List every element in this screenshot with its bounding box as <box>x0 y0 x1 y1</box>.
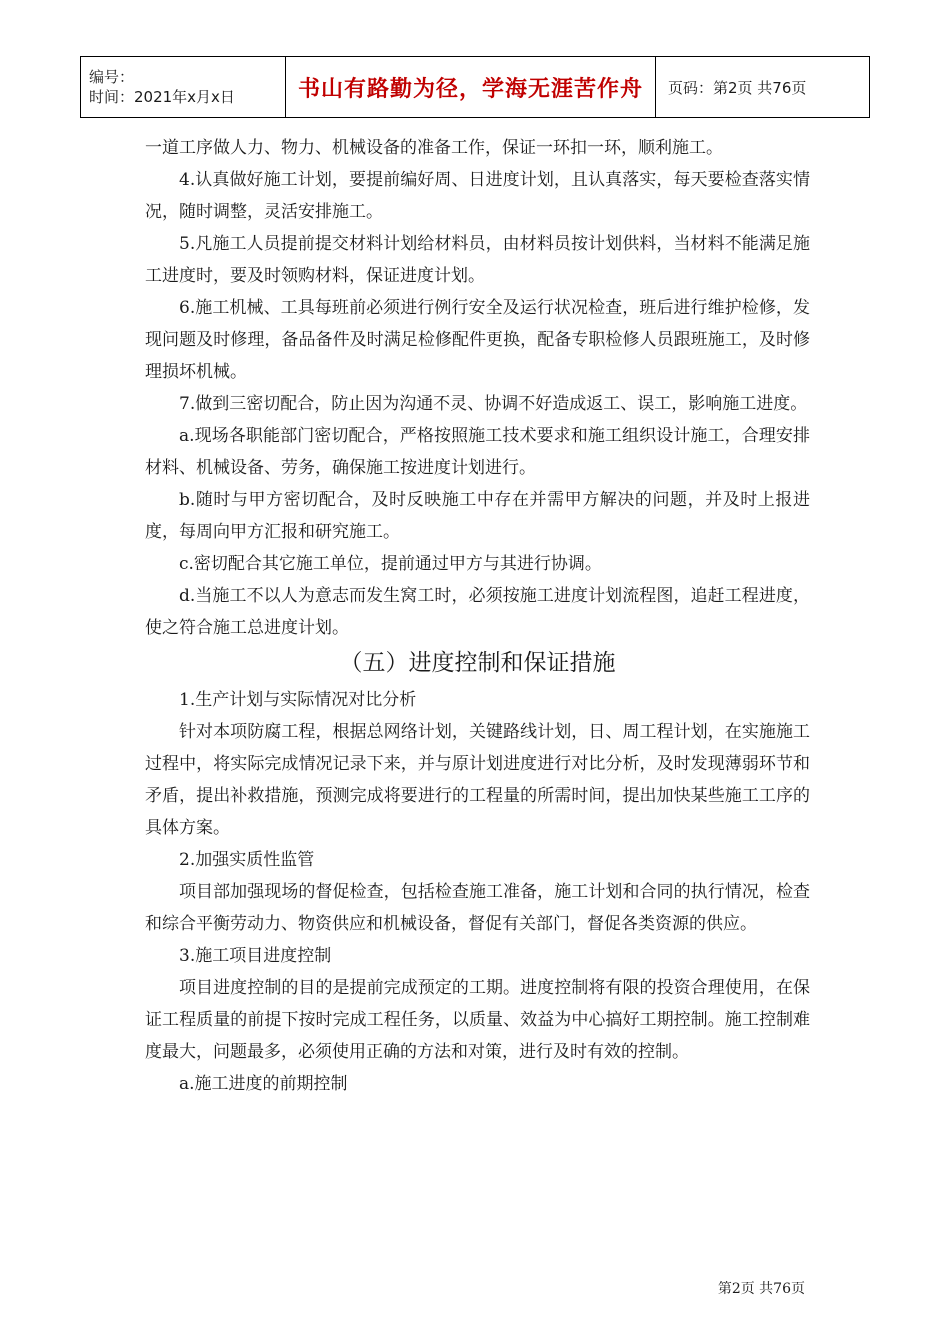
section-title: （五）进度控制和保证措施 <box>339 650 616 676</box>
header-motto: 书山有路勤为径，学海无涯苦作舟 <box>297 76 643 102</box>
page-header <box>80 56 870 118</box>
paragraph-item-6: 6.施工机械、工具每班前必须进行例行安全及运行状况检查，班后进行维护检修，发现问题及时修理，备品备件及时满足检修配件更换，配备专职检修人员跟班施工，及时修理损坏机械。 <box>145 298 810 382</box>
paragraph-item-4: 4.认真做好施工计划，要提前编好周、日进度计划，且认真落实，每天要检查落实情况，随时调整，灵活安排施工。 <box>145 170 810 222</box>
header-page-cell <box>656 57 869 117</box>
paragraph-progress-control: 项目进度控制的目的是提前完成预定的工期。进度控制将有限的投资合理使用，在保证工程质量的前提下按时完成工程任务，以质量、效益为中心搞好工期控制。施工控制难度最大，问题最多，必须使用正确的方法和对策，进行及时有效的控制。 <box>145 978 810 1062</box>
header-meta <box>81 57 286 117</box>
paragraph-item-7: 7.做到三密切配合，防止因为沟通不灵、协调不好造成返工、误工，影响施工进度。 <box>179 394 808 414</box>
subheading-2: 2.加强实质性监管 <box>179 850 315 870</box>
page-footer: 第2页 共76页 <box>717 1281 805 1297</box>
paragraph-item-7d: d.当施工不以人为意志而发生窝工时，必须按施工进度计划流程图，追赶工程进度，使之符合施工总进度计划。 <box>145 586 810 638</box>
document-number-label: 编号： <box>89 68 135 86</box>
paragraph-item-7c: c.密切配合其它施工单位，提前通过甲方与其进行协调。 <box>179 554 602 574</box>
subheading-3a: a.施工进度的前期控制 <box>179 1074 348 1094</box>
document-time-label: 时间：2021年x月x日 <box>89 88 235 106</box>
paragraph-item-7a: a.现场各职能部门密切配合，严格按照施工技术要求和施工组织设计施工，合理安排材料、机械设备、劳务，确保施工按进度计划进行。 <box>145 426 810 478</box>
header-motto-cell <box>286 57 656 117</box>
document-body <box>145 132 810 1100</box>
subheading-1: 1.生产计划与实际情况对比分析 <box>179 690 417 710</box>
subheading-3: 3.施工项目进度控制 <box>179 946 332 966</box>
header-page-info: 页码：第2页 共76页 <box>668 78 807 97</box>
paragraph-supervision: 项目部加强现场的督促检查，包括检查施工准备，施工计划和合同的执行情况，检查和综合平衡劳动力、物资供应和机械设备，督促有关部门，督促各类资源的供应。 <box>145 882 810 934</box>
paragraph-item-7b: b.随时与甲方密切配合，及时反映施工中存在并需甲方解决的问题，并及时上报进度，每周向甲方汇报和研究施工。 <box>145 490 810 542</box>
paragraph-item-5: 5.凡施工人员提前提交材料计划给材料员，由材料员按计划供料，当材料不能满足施工进度时，要及时领购材料，保证进度计划。 <box>145 234 810 286</box>
paragraph-analysis: 针对本项防腐工程，根据总网络计划，关键路线计划，日、周工程计划，在实施施工过程中，将实际完成情况记录下来，并与原计划进度进行对比分析，及时发现薄弱环节和矛盾，提出补救措施，预测完成将要进行的工程量的所需时间，提出加快某些施工工序的具体方案。 <box>145 722 810 838</box>
paragraph-continuation: 一道工序做人力、物力、机械设备的准备工作，保证一环扣一环，顺利施工。 <box>145 138 723 158</box>
